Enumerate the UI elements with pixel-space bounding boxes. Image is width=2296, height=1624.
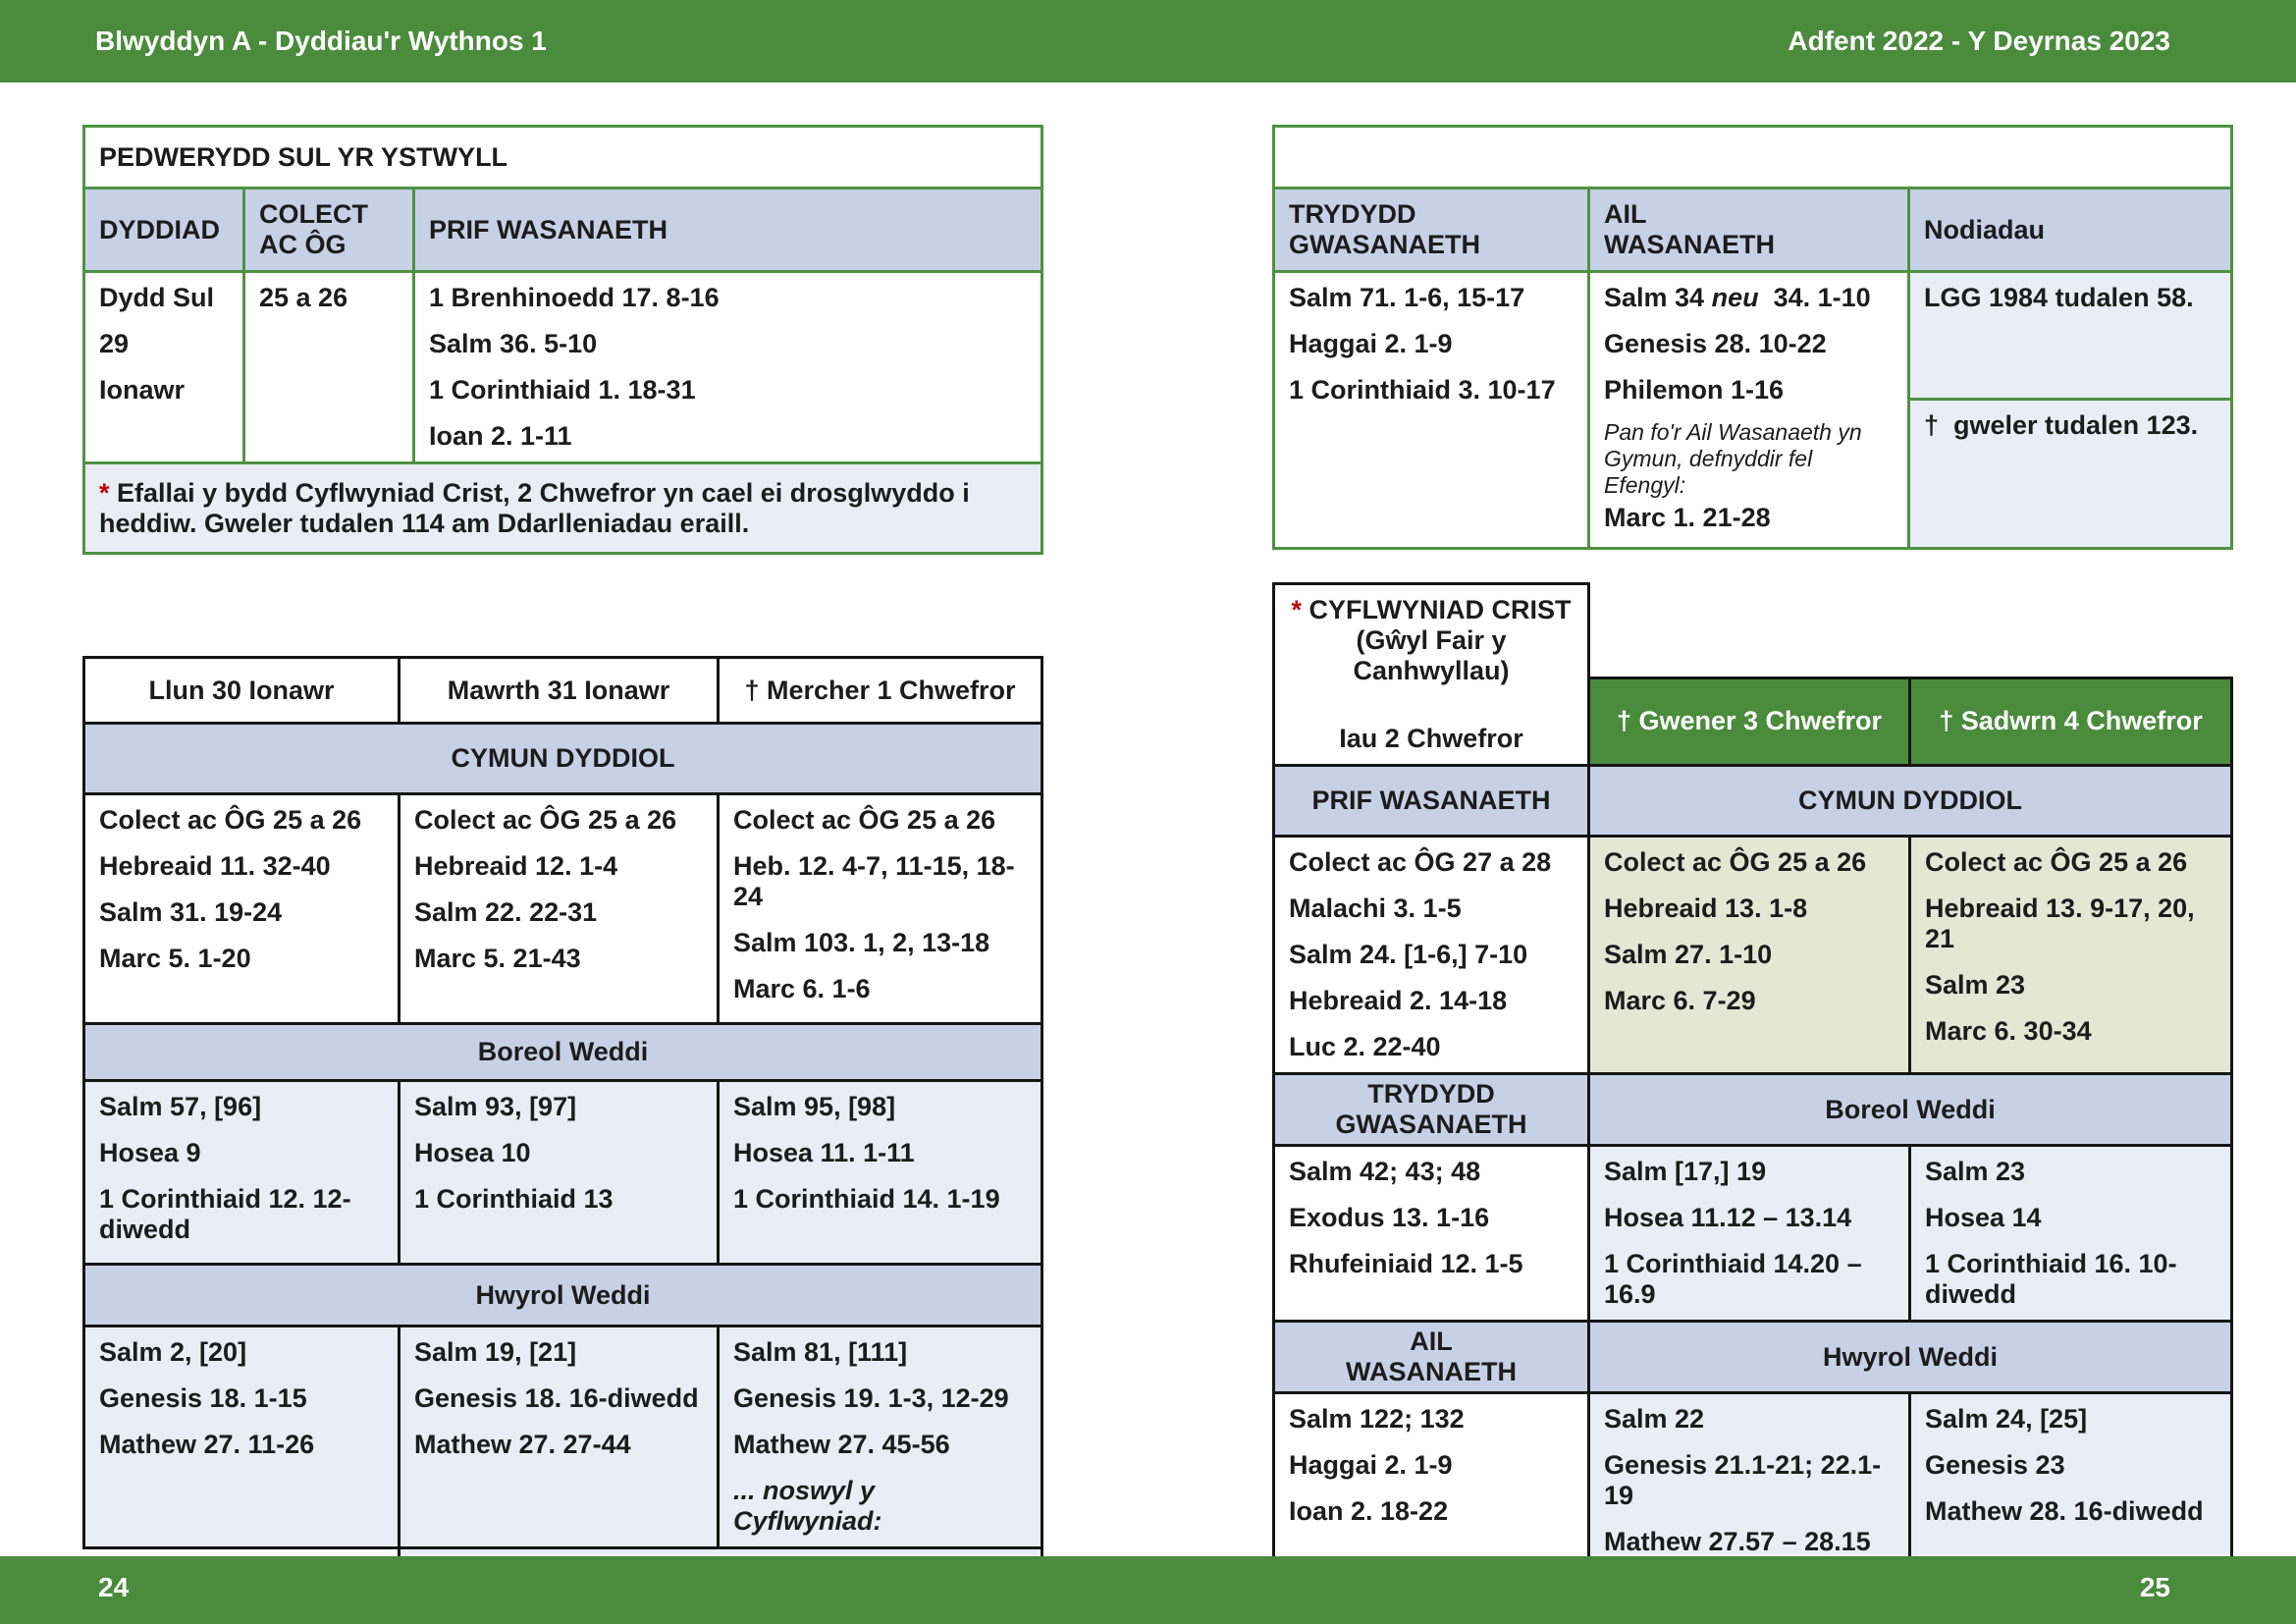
colect-cell: 25 a 26 <box>244 272 414 463</box>
transfer-note <box>84 463 1042 554</box>
page-number-left: 24 <box>98 1572 130 1602</box>
band-cymun-dyddiol: CYMUN DYDDIOL <box>84 724 1042 794</box>
services-title-empty <box>1274 127 2232 189</box>
presentation-asterisk: * <box>1291 595 1302 624</box>
band-trydydd-gwasanaeth: TRYDYDD GWASANAETH <box>1274 1074 1589 1146</box>
season-title: Adfent 2022 - Y Deyrnas 2023 <box>1788 26 2170 56</box>
column-header-ail: AIL WASANAETH <box>1589 189 1909 272</box>
communion-gospel-note: Pan fo'r Ail Wasanaeth yn Gymun, defnyddir fel Efengyl: <box>1604 419 1862 498</box>
presentation-day: Iau 2 Chwefror <box>1339 724 1523 753</box>
prif-cell-iau: Colect ac ÔG 27 a 28 Malachi 3. 1-5 Salm 24. [1-6,] 7-10 Hebreaid 2. 14-18 Luc 2. 22-40 <box>1274 837 1589 1074</box>
boreol-cell-gwener: Salm [17,] 19 Hosea 11.12 – 13.14 1 Corinthiaid 14.20 – 16.9 <box>1589 1146 1910 1322</box>
weekday-readings-table-right <box>1272 582 2233 1570</box>
page-header-bar <box>0 0 2296 82</box>
sunday-readings-table <box>82 125 1043 555</box>
trydydd-gwasanaeth-cell: Salm 71. 1-6, 15-17 Haggai 2. 1-9 1 Corinthiaid 3. 10-17 <box>1274 272 1589 549</box>
day-header-gwener: † Gwener 3 Chwefror <box>1589 677 1910 765</box>
date-cell: Dydd Sul 29 Ionawr <box>84 272 244 463</box>
cymun-cell-mercher: Colect ac ÔG 25 a 26 Heb. 12. 4-7, 11-15, 18-24 Salm 103. 1, 2, 13-18 Marc 6. 1-6 <box>719 794 1042 1024</box>
prif-wasanaeth-cell: 1 Brenhinoedd 17. 8-16 Salm 36. 5-10 1 Corinthiaid 1. 18-31 Ioan 2. 1-11 <box>414 272 1042 463</box>
band-hwyrol-weddi-right: Hwyrol Weddi <box>1589 1322 2232 1393</box>
trydydd-cell-iau: Salm 42; 43; 48 Exodus 13. 1-16 Rhufeiniaid 12. 1-5 <box>1274 1146 1589 1322</box>
ail-cell-iau: Salm 122; 132 Haggai 2. 1-9 Ioan 2. 18-22 <box>1274 1393 1589 1569</box>
note-text: Efallai y bydd Cyflwyniad Crist, 2 Chwefror yn cael ei drosglwyddo i heddiw. Gweler tudalen 114 am Ddarlleniadau eraill. <box>99 477 970 538</box>
page-number-right: 25 <box>2139 1572 2170 1602</box>
boreol-cell-mercher: Salm 95, [98] Hosea 11. 1-11 1 Corinthiaid 14. 1-19 <box>719 1081 1042 1265</box>
hwyrol-cell-sadwrn: Salm 24, [25] Genesis 23 Mathew 28. 16-diwedd <box>1910 1393 2232 1569</box>
boreol-cell-llun: Salm 57, [96] Hosea 9 1 Corinthiaid 12. 12-diwedd <box>84 1081 400 1265</box>
communion-gospel: Marc 1. 21-28 <box>1604 503 1771 532</box>
column-header-prif: PRIF WASANAETH <box>414 189 1042 272</box>
empty-region <box>1589 584 1910 678</box>
column-header-colect: COLECT AC ÔG <box>244 189 414 272</box>
page-footer-bar <box>0 1556 2296 1624</box>
band-cymun-dyddiol-right: CYMUN DYDDIOL <box>1589 766 2232 837</box>
hwyrol-cell-mawrth: Salm 19, [21] Genesis 18. 16-diwedd Mathew 27. 27-44 <box>400 1326 719 1548</box>
band-boreol-weddi-right: Boreol Weddi <box>1589 1074 2232 1146</box>
day-header-sadwrn: † Sadwrn 4 Chwefror <box>1910 677 2232 765</box>
hwyrol-cell-llun: Salm 2, [20] Genesis 18. 1-15 Mathew 27. 11-26 <box>84 1326 400 1548</box>
ail-readings: Genesis 28. 10-22 Philemon 1-16 <box>1604 329 1827 405</box>
boreol-cell-mawrth: Salm 93, [97] Hosea 10 1 Corinthiaid 13 <box>400 1081 719 1265</box>
hwyrol-cell-mercher: Salm 81, [111] Genesis 19. 1-3, 12-29 Mathew 27. 45-56 ... noswyl y Cyflwyniad: <box>719 1326 1042 1548</box>
empty-region <box>1910 584 2232 678</box>
cymun-cell-mawrth: Colect ac ÔG 25 a 26 Hebreaid 12. 1-4 Salm 22. 22-31 Marc 5. 21-43 <box>400 794 719 1024</box>
ail-salm-line: Salm 34 neu 34. 1-10 <box>1604 283 1871 312</box>
note-asterisk: * <box>99 477 110 508</box>
presentation-header-cell <box>1274 584 1589 766</box>
sunday-title: PEDWERYDD SUL YR YSTWYLL <box>84 127 1042 189</box>
weekday-readings-table-left <box>82 656 1043 1593</box>
nodiadau-cell-2: † gweler tudalen 123. <box>1909 400 2232 549</box>
hwyrol-cell-gwener: Salm 22 Genesis 21.1-21; 22.1-19 Mathew 27.57 – 28.15 <box>1589 1393 1910 1569</box>
column-header-dyddiad: DYDDIAD <box>84 189 244 272</box>
ail-wasanaeth-cell <box>1589 272 1909 549</box>
presentation-subtitle: (Gŵyl Fair y Canhwyllau) <box>1353 625 1510 685</box>
presentation-title-line: * CYFLWYNIAD CRIST <box>1291 595 1572 624</box>
column-header-nodiadau: Nodiadau <box>1909 189 2232 272</box>
nodiadau-cell-1: LGG 1984 tudalen 58. <box>1909 272 2232 400</box>
band-prif-wasanaeth: PRIF WASANAETH <box>1274 766 1589 837</box>
services-notes-table <box>1272 125 2233 550</box>
neu-italic: neu <box>1711 283 1759 312</box>
day-header-mercher: † Mercher 1 Chwefror <box>719 658 1042 724</box>
cymun-cell-gwener: Colect ac ÔG 25 a 26 Hebreaid 13. 1-8 Salm 27. 1-10 Marc 6. 7-29 <box>1589 837 1910 1074</box>
cymun-cell-sadwrn: Colect ac ÔG 25 a 26 Hebreaid 13. 9-17, 20, 21 Salm 23 Marc 6. 30-34 <box>1910 837 2232 1074</box>
band-hwyrol-weddi: Hwyrol Weddi <box>84 1265 1042 1326</box>
column-header-trydydd: TRYDYDD GWASANAETH <box>1274 189 1589 272</box>
boreol-cell-sadwrn: Salm 23 Hosea 14 1 Corinthiaid 16. 10-diwedd <box>1910 1146 2232 1322</box>
year-cycle-title: Blwyddyn A - Dyddiau'r Wythnos 1 <box>95 26 547 56</box>
cymun-cell-llun: Colect ac ÔG 25 a 26 Hebreaid 11. 32-40 Salm 31. 19-24 Marc 5. 1-20 <box>84 794 400 1024</box>
day-header-llun: Llun 30 Ionawr <box>84 658 400 724</box>
band-boreol-weddi: Boreol Weddi <box>84 1024 1042 1081</box>
band-ail-wasanaeth: AIL WASANAETH <box>1274 1322 1589 1393</box>
day-header-mawrth: Mawrth 31 Ionawr <box>400 658 719 724</box>
